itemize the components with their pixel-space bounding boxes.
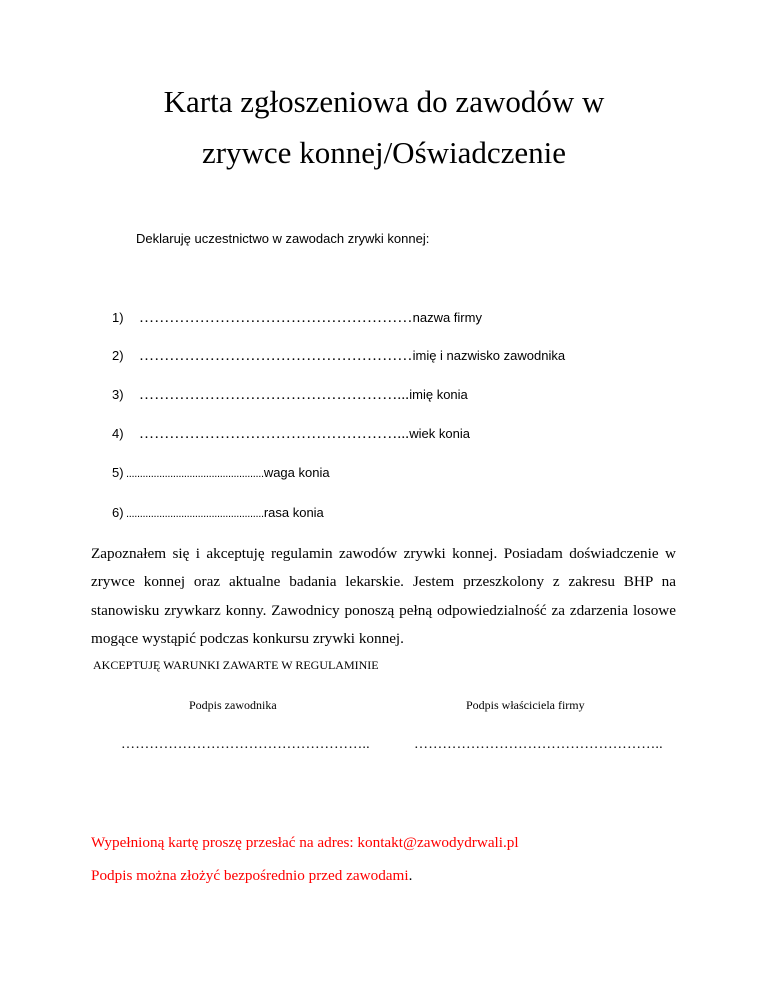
field-number: 3)	[112, 387, 124, 402]
field-horse-name[interactable]	[112, 387, 468, 404]
fill-line: ……………………………………………...	[139, 387, 410, 403]
statement-paragraph: Zapoznałem się i akceptuję regulamin zawodów zrywki konnej. Posiadam doświadczenie w zrywce konnej oraz aktualne badania lekarskie. Jestem przeszkolony z zakresu BHP na stanowisku zrywkarz konny. Zawodnicy ponoszą pełną odpowiedzialność za zdarzenia losowe mogące wystąpić podczas konkursu zrywki konnej.	[91, 545, 676, 647]
field-horse-breed[interactable]	[112, 505, 324, 520]
declaration-text: Deklaruję uczestnictwo w zawodach zrywki konnej:	[136, 231, 430, 246]
field-number: 6)	[112, 505, 124, 520]
field-horse-age[interactable]	[112, 426, 470, 443]
field-company-name[interactable]	[112, 310, 482, 327]
fill-line: ………………………………………………	[139, 348, 413, 364]
participant-signature-label: Podpis zawodnika	[189, 698, 277, 712]
owner-signature-label: Podpis właściciela firmy	[466, 698, 585, 712]
field-participant-name[interactable]	[112, 348, 565, 365]
field-label: wiek konia	[409, 426, 470, 441]
field-label: imię konia	[409, 387, 468, 402]
field-label: rasa konia	[263, 505, 324, 520]
field-horse-weight[interactable]	[112, 465, 330, 480]
signature-note-period: .	[408, 867, 413, 884]
accept-terms-text: AKCEPTUJĘ WARUNKI ZAWARTE W REGULAMINIE	[93, 658, 379, 672]
fill-line: ……………………………………………...	[139, 426, 410, 442]
signature-note-text: Podpis można złożyć bezpośrednio przed zawodami	[91, 867, 409, 884]
owner-signature-line[interactable]: ……………………………………………..	[414, 737, 663, 752]
field-number: 5)	[112, 465, 124, 480]
participant-signature-line[interactable]: ……………………………………………..	[121, 737, 370, 752]
signature-note	[91, 867, 412, 885]
fill-line: ..................................................	[126, 468, 264, 480]
field-number: 2)	[112, 348, 124, 363]
field-number: 1)	[112, 310, 124, 325]
fill-line: ………………………………………………	[139, 310, 413, 326]
field-label: imię i nazwisko zawodnika	[412, 348, 566, 363]
fill-line: ..................................................	[126, 508, 264, 520]
page-title-line-1: Karta zgłoszeniowa do zawodów w	[163, 84, 605, 119]
submission-note: Wypełnioną kartę proszę przesłać na adres: kontakt@zawodydrwali.pl	[91, 834, 519, 851]
field-label: waga konia	[263, 465, 330, 480]
page-title-line-2: zrywce konnej/Oświadczenie	[201, 135, 567, 170]
field-label: nazwa firmy	[412, 310, 482, 325]
field-number: 4)	[112, 426, 124, 441]
